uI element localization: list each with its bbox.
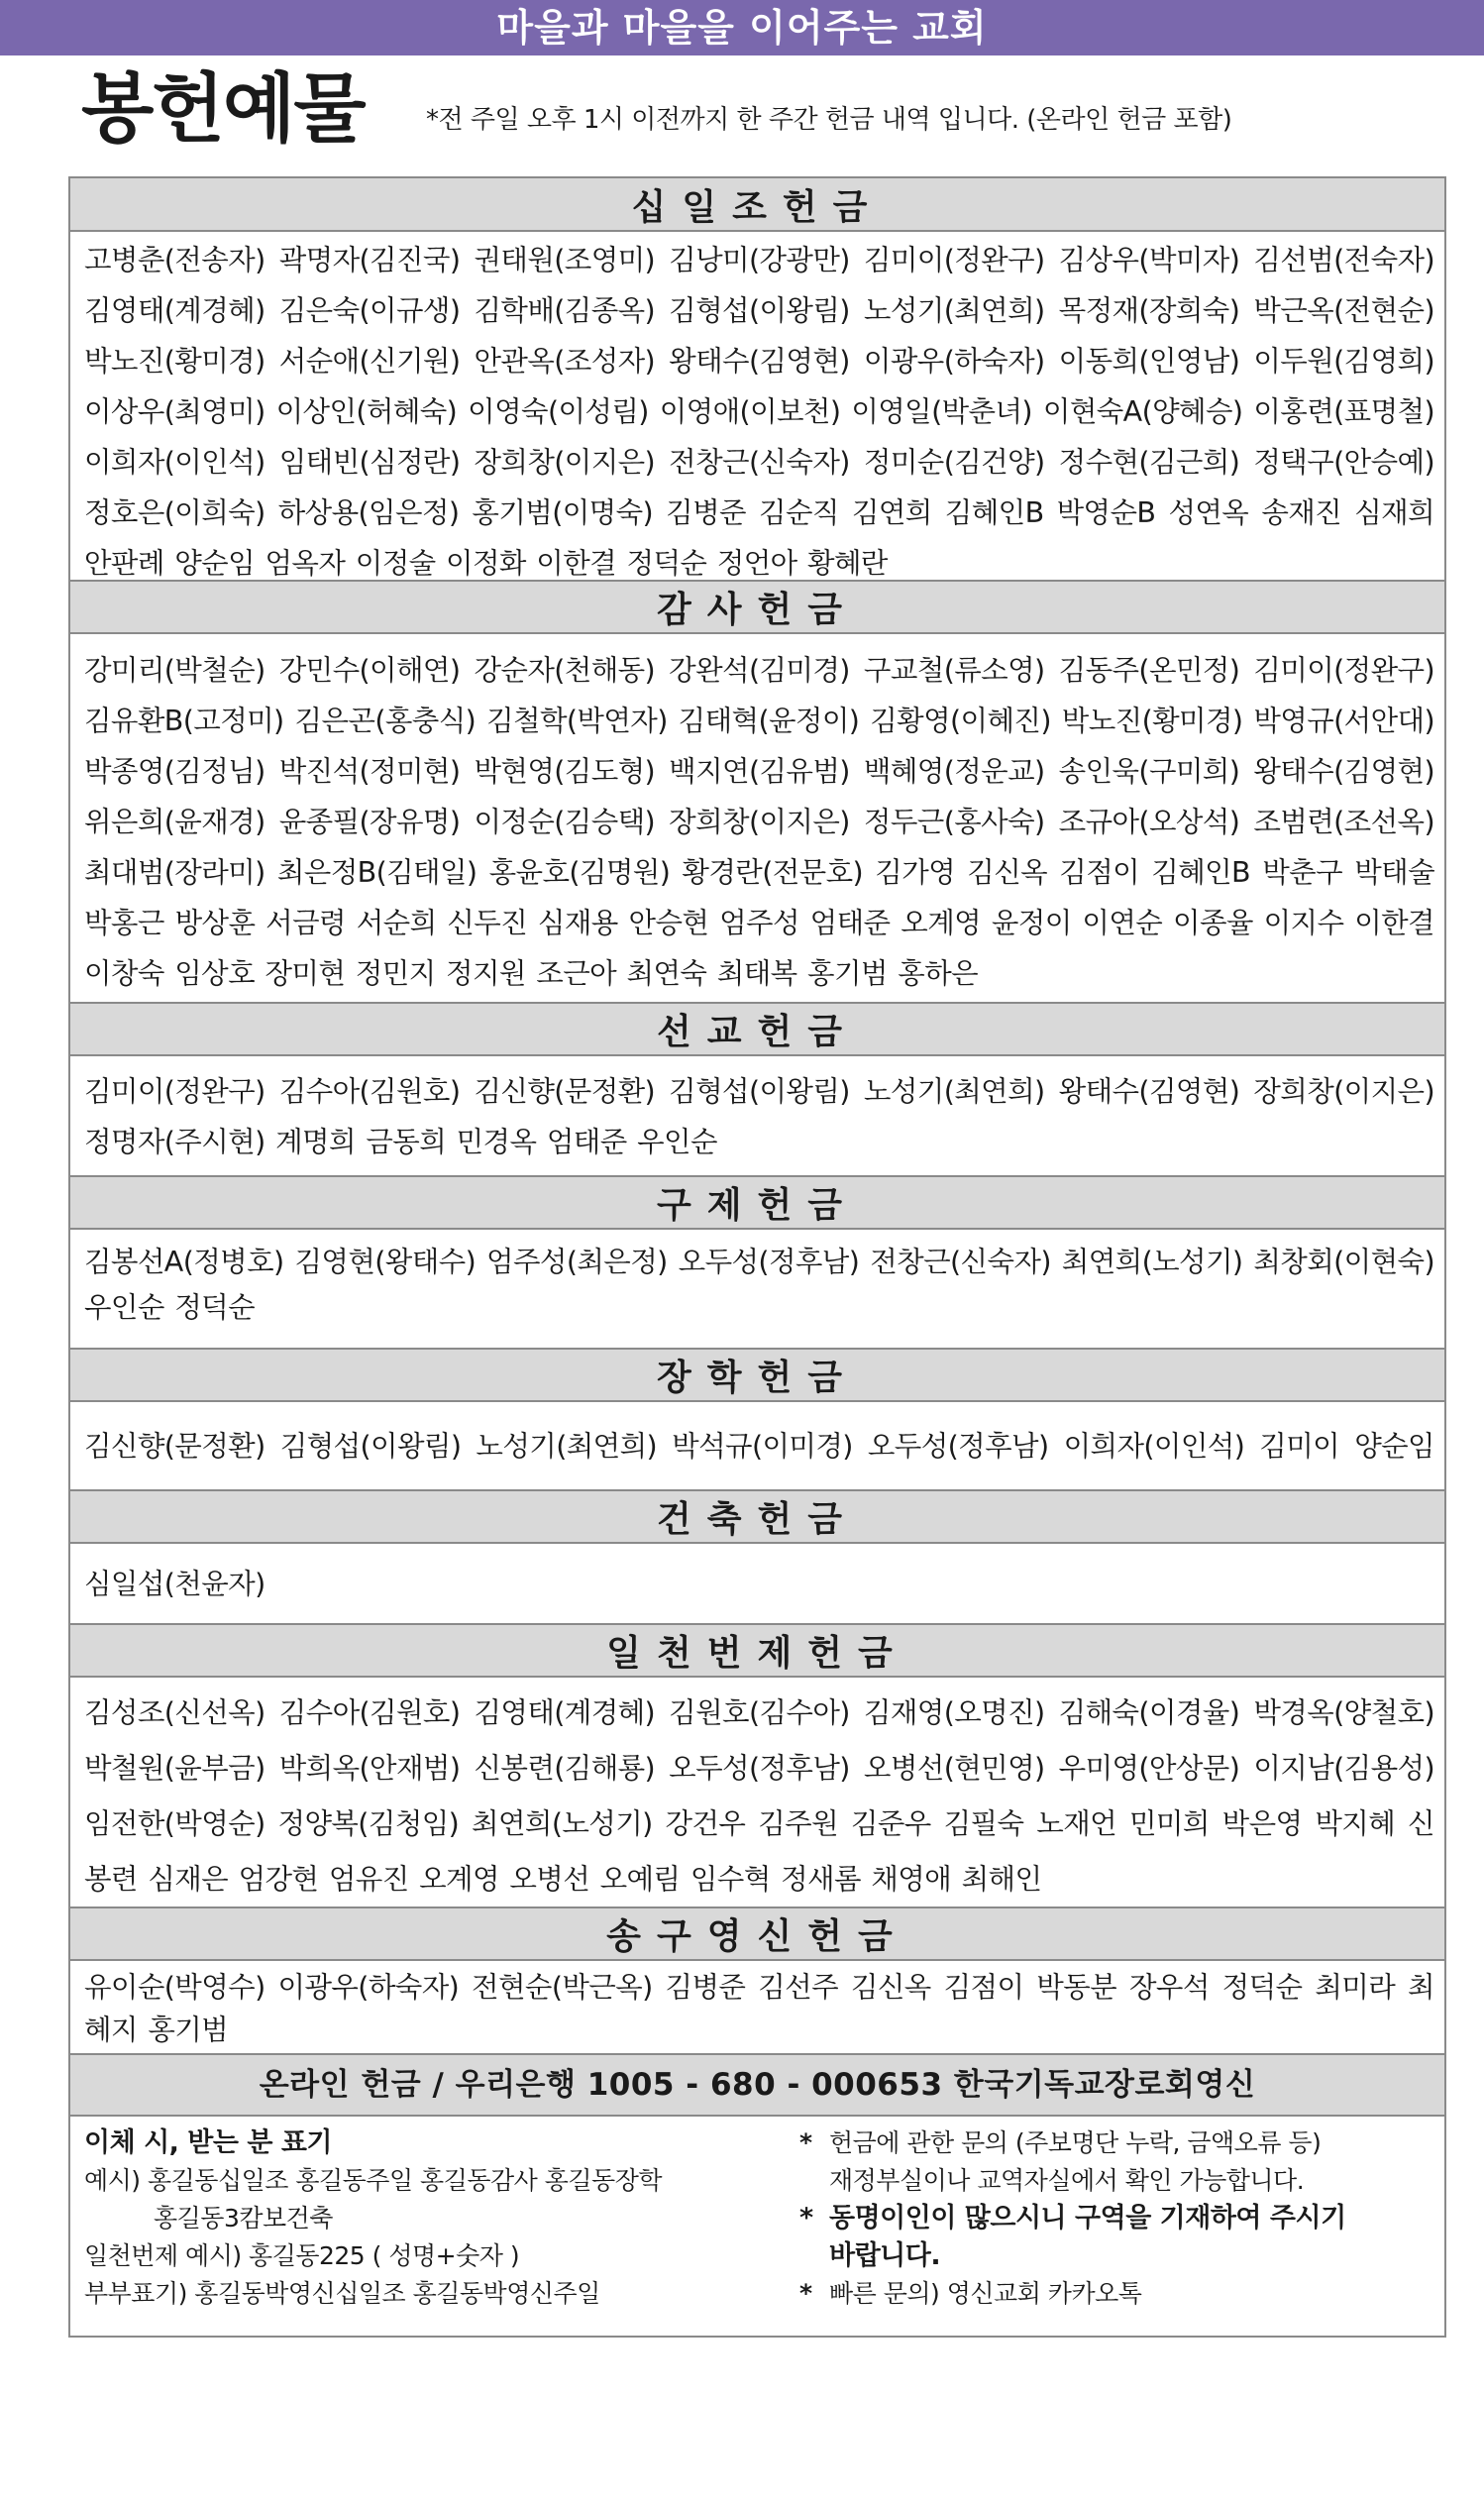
inquiry-notes (799, 2124, 1433, 2313)
note-3 (799, 2275, 1433, 2313)
tithe-header: 십일조헌금 (70, 178, 1444, 232)
transfer-guide (84, 2124, 797, 2313)
note-1-cont: 재정부실이나 교역자실에서 확인 가능합니다. (829, 2166, 1305, 2195)
scholarship-header: 장학헌금 (70, 1350, 1444, 1402)
yearend-names: 유이순(박영수) 이광우(하숙자) 전현순(박근옥) 김병준 김선주 김신옥 김점이 박동분 장우석 정덕순 최미라 최혜지 홍기범 (70, 1961, 1444, 2055)
note-2-text: 동명이인이 많으시니 구역을 기재하여 주시기 (829, 2203, 1346, 2233)
yearend-header: 송구영신헌금 (70, 1908, 1444, 1961)
page-note: *전 주일 오후 1시 이전까지 한 주간 헌금 내역 입니다. (온라인 헌금 포함) (426, 105, 1232, 135)
scholarship-names-text: 김신향(문정환) 김형섭(이왕림) 노성기(최연희) 박석규(이미경) 오두성(정후남) 이희자(이인석) 김미이 양순임 (84, 1429, 1434, 1463)
relief-header: 구제헌금 (70, 1177, 1444, 1230)
thanks-header: 감사헌금 (70, 582, 1444, 634)
mission-names: 김미이(정완구) 김수아(김원호) 김신향(문정환) 김형섭(이왕림) 노성기(최연희) 왕태수(김영현) 장희창(이지은) 정명자(주시현) 계명희 금동희 민경옥 엄태준 우인순 (70, 1056, 1444, 1177)
online-offering-account: 온라인 헌금 / 우리은행 1005 - 680 - 000653 한국기독교장로회영신 (70, 2055, 1444, 2117)
bullet-star: * (799, 2279, 812, 2308)
note-1-text: 헌금에 관한 문의 (주보명단 누락, 금액오류 등) (829, 2128, 1322, 2157)
transfer-example-1: 예시) 홍길동십일조 홍길동주일 홍길동감사 홍길동장학 (84, 2166, 662, 2195)
thanks-names: 강미리(박철순) 강민수(이해연) 강순자(천해동) 강완석(김미경) 구교철(류소영) 김동주(온민정) 김미이(정완구) 김유환B(고정미) 김은곤(홍충식) 김철학(박연자) 김태혁(윤정이) 김황영(이혜진) 박노진(황미경) 박영규(서안대) 박종영(김정님) 박진석(정미현) 박현영(김도형) 백지연(김유범) 백혜영(정운교) 송인욱(구미희) 왕태수(김영현) 위은희(윤재경) 윤종필(장유명) 이정순(김승택) 장희창(이지은) 정두근(홍사숙) 조규아(오상석) 조범련(조선옥) 최대범(장라미) 최은정B(김태일) 홍윤호(김명원) 황경란(전문호) 김가영 김신옥 김점이 김혜인B 박춘구 박태술 박홍근 방상훈 서금령 서순희 신두진 심재용 안승현 엄주성 엄태준 오계영 윤정이 이연순 이종율 이지수 이한결 이창숙 임상호 장미현 정민지 정지원 조근아 최연숙 최태복 홍기범 홍하은 (70, 634, 1444, 1004)
bullet-star: * (799, 2203, 813, 2233)
thousand-header: 일천번제헌금 (70, 1625, 1444, 1678)
transfer-guide-heading: 이체 시, 받는 분 표기 (84, 2127, 333, 2158)
top-banner: 마을과 마을을 이어주는 교회 (0, 0, 1484, 55)
building-header: 건축헌금 (70, 1491, 1444, 1544)
note-2-cont: 바랍니다. (829, 2240, 941, 2271)
relief-names: 김봉선A(정병호) 김영현(왕태수) 엄주성(최은정) 오두성(정후남) 전창근(신숙자) 최연희(노성기) 최창회(이현숙) 우인순 정덕순 (70, 1230, 1444, 1350)
note-3-text: 빠른 문의) 영신교회 카카오톡 (829, 2279, 1142, 2308)
transfer-example-4: 부부표기) 홍길동박영신십일조 홍길동박영신주일 (84, 2279, 600, 2308)
offering-table (68, 176, 1446, 2338)
footer-info (70, 2117, 1444, 2336)
mission-header: 선교헌금 (70, 1004, 1444, 1056)
bullet-star: * (799, 2128, 812, 2157)
transfer-example-3: 일천번제 예시) 홍길동225 ( 성명+숫자 ) (84, 2241, 520, 2270)
scholarship-names (70, 1402, 1444, 1491)
page-title: 봉헌예물 (81, 64, 365, 153)
note-2 (799, 2200, 1433, 2237)
tithe-names: 고병춘(전송자) 곽명자(김진국) 권태원(조영미) 김낭미(강광만) 김미이(정완구) 김상우(박미자) 김선범(전숙자) 김영태(계경혜) 김은숙(이규생) 김학배(김종옥) 김형섭(이왕림) 노성기(최연희) 목정재(장희숙) 박근옥(전현순) 박노진(황미경) 서순애(신기원) 안관옥(조성자) 왕태수(김영현) 이광우(하숙자) 이동희(인영남) 이두원(김영희) 이상우(최영미) 이상인(허혜숙) 이영숙(이성림) 이영애(이보천) 이영일(박춘녀) 이현숙A(양혜승) 이홍련(표명철) 이희자(이인석) 임태빈(심정란) 장희창(이지은) 전창근(신숙자) 정미순(김건양) 정수현(김근희) 정택구(안승예) 정호은(이희숙) 하상용(임은정) 홍기범(이명숙) 김병준 김순직 김연희 김혜인B 박영순B 성연옥 송재진 심재희 안판례 양순임 엄옥자 이정술 이정화 이한결 정덕순 정언아 황혜란 (70, 232, 1444, 582)
building-names: 심일섭(천윤자) (70, 1544, 1444, 1625)
thousand-names: 김성조(신선옥) 김수아(김원호) 김영태(계경혜) 김원호(김수아) 김재영(오명진) 김해숙(이경율) 박경옥(양철호) 박철원(윤부금) 박희옥(안재범) 신봉련(김해룡) 오두성(정후남) 오병선(현민영) 우미영(안상문) 이지남(김용성) 임전한(박영순) 정양복(김청임) 최연희(노성기) 강건우 김주원 김준우 김필숙 노재언 민미희 박은영 박지혜 신봉련 심재은 엄강현 엄유진 오계영 오병선 오예림 임수혁 정새롬 채영애 최해인 (70, 1678, 1444, 1908)
note-1 (799, 2124, 1433, 2162)
transfer-example-2: 홍길동3캄보건축 (154, 2204, 333, 2233)
title-row (0, 55, 1484, 155)
